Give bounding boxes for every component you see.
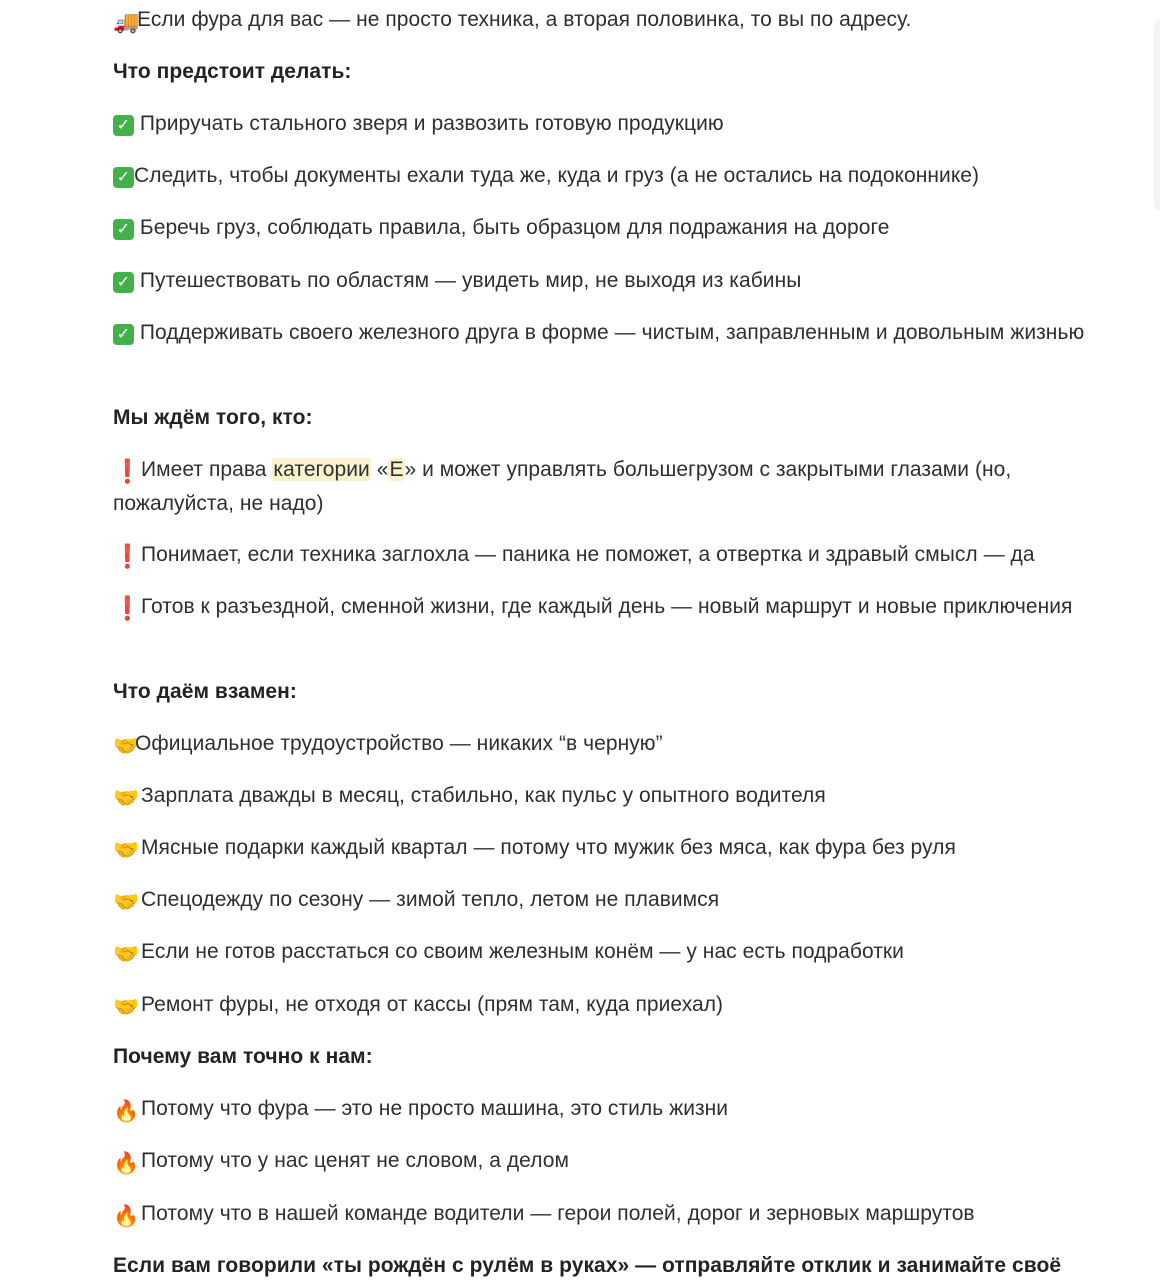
fire-icon: 🔥: [113, 1205, 140, 1228]
offer-text: Официальное трудоустройство — никаких “в черную”: [135, 732, 663, 755]
truck-icon: 🚚: [113, 11, 140, 34]
duty-text: Поддерживать своего железного друга в форме — чистым, заправленным и довольным жизнью: [139, 321, 1085, 344]
requirement-text: Готов к разъездной, сменной жизни, где каждый день — новый маршрут и новые приключения: [141, 595, 1073, 618]
why-item: [113, 1093, 1113, 1129]
offer-item: [113, 728, 1113, 764]
duty-item: [113, 108, 1113, 141]
requirement-item: [113, 454, 1113, 520]
closing-line: Если вам говорили «ты рождён с рулём в руках» — отправляйте отклик и занимайте своё: [113, 1254, 1062, 1277]
check-icon: ✓: [113, 219, 134, 240]
why-text: Потому что у нас ценят не словом, а делом: [141, 1149, 569, 1172]
handshake-icon: 🤝: [113, 839, 140, 862]
offer-heading: Что даём взамен:: [113, 680, 297, 703]
requirements-heading: Мы ждём того, кто:: [113, 406, 313, 429]
check-icon: ✓: [113, 272, 134, 293]
offer-item: [113, 884, 1113, 920]
exclamation-icon: ❗: [113, 543, 142, 569]
intro-paragraph: [113, 4, 1113, 40]
duties-heading: Что предстоит делать:: [113, 60, 352, 83]
offer-item: [113, 780, 1113, 816]
side-panel-edge: [1154, 20, 1160, 210]
duty-text: Следить, чтобы документы ехали туда же, куда и груз (а не остались на подоконнике): [134, 164, 980, 187]
requirement-text-before: Имеет права: [141, 458, 273, 481]
check-icon: ✓: [113, 324, 134, 345]
requirement-text-middle: «: [370, 458, 389, 481]
requirement-item: [113, 591, 1113, 625]
requirement-text: Понимает, если техника заглохла — паника не поможет, а отвертка и здравый смысл — да: [141, 543, 1035, 566]
handshake-icon: 🤝: [113, 735, 140, 758]
fire-icon: 🔥: [113, 1100, 140, 1123]
offer-item: [113, 936, 1113, 972]
offer-text: Ремонт фуры, не отходя от кассы (прям там, куда приехал): [141, 993, 724, 1016]
why-heading: Почему вам точно к нам:: [113, 1045, 373, 1068]
exclamation-icon: ❗: [113, 595, 142, 621]
requirement-item: [113, 539, 1123, 573]
duty-text: Приручать стального зверя и развозить готовую продукцию: [139, 112, 724, 135]
duty-item: [113, 317, 1113, 350]
why-item: [113, 1145, 1113, 1181]
why-text: Потому что в нашей команде водители — герои полей, дорог и зерновых маршрутов: [141, 1202, 975, 1225]
requirement-text-after: » и может управлять большегрузом с закрытыми глазами (но, пожалуйста, не надо): [113, 458, 1012, 515]
offer-item: [113, 989, 1113, 1025]
duty-item: [113, 160, 1113, 193]
handshake-icon: 🤝: [113, 787, 140, 810]
why-text: Потому что фура — это не просто машина, это стиль жизни: [141, 1097, 729, 1120]
intro-text: Если фура для вас — не просто техника, а вторая половинка, то вы по адресу.: [137, 8, 912, 31]
duty-item: [113, 265, 1113, 298]
handshake-icon: 🤝: [113, 996, 140, 1019]
handshake-icon: 🤝: [113, 891, 140, 914]
offer-text: Зарплата дважды в месяц, стабильно, как пульс у опытного водителя: [141, 784, 826, 807]
offer-text: Спецодежду по сезону — зимой тепло, летом не плавимся: [141, 888, 720, 911]
why-item: [113, 1198, 1113, 1234]
exclamation-icon: ❗: [113, 458, 142, 484]
highlight-letter: Е: [389, 458, 404, 481]
check-icon: ✓: [113, 167, 134, 188]
highlight-category: категории: [273, 458, 370, 481]
check-icon: ✓: [113, 115, 134, 136]
fire-icon: 🔥: [113, 1152, 140, 1175]
duty-text: Путешествовать по областям — увидеть мир, не выходя из кабины: [139, 269, 802, 292]
handshake-icon: 🤝: [113, 943, 140, 966]
duty-item: [113, 212, 1113, 245]
offer-text: Мясные подарки каждый квартал — потому что мужик без мяса, как фура без руля: [141, 836, 956, 859]
duty-text: Беречь груз, соблюдать правила, быть образцом для подражания на дороге: [139, 216, 890, 239]
offer-text: Если не готов расстаться со своим железным конём — у нас есть подработки: [141, 940, 904, 963]
offer-item: [113, 832, 1113, 868]
